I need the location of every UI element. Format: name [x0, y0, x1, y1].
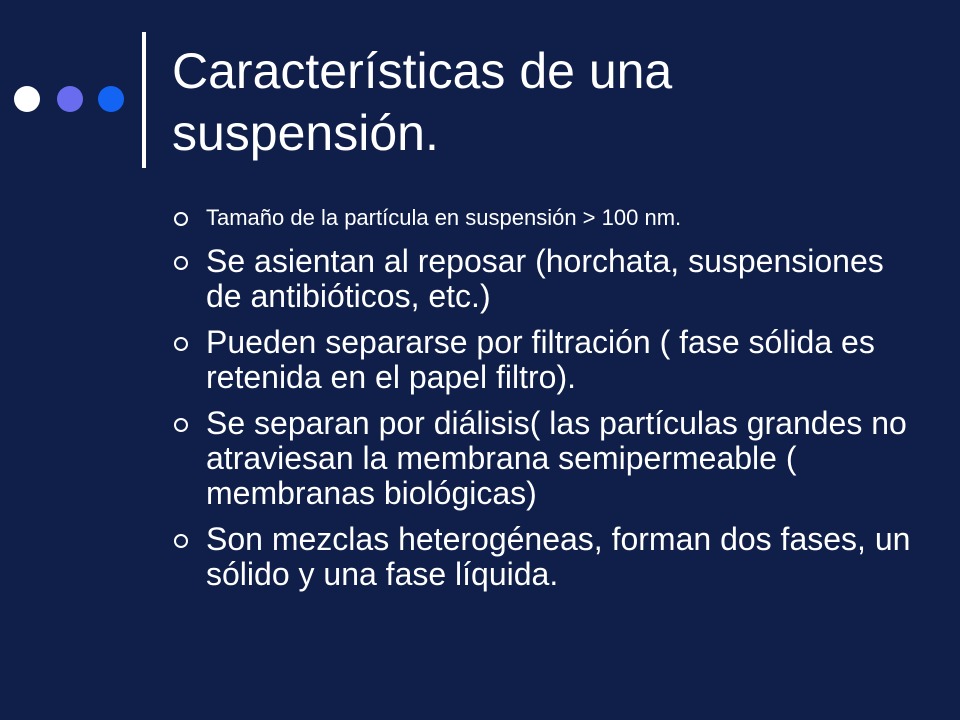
bullet-ring-icon — [174, 534, 188, 548]
bullet-item — [174, 325, 914, 395]
bullet-item — [174, 406, 914, 511]
violet-dot-icon — [57, 86, 83, 112]
bullet-ring-icon — [174, 418, 188, 432]
bullet-text: Se asientan al reposar (horchata, suspensiones de antibióticos, etc.) — [206, 243, 884, 314]
bullet-text: Son mezclas heterogéneas, forman dos fases, un sólido y una fase líquida. — [206, 521, 911, 592]
bullet-text: Se separan por diálisis( las partículas grandes no atraviesan la membrana semipermeable ( membranas biológicas) — [206, 405, 907, 511]
bullet-ring-icon — [174, 256, 188, 270]
bullet-list — [174, 198, 914, 603]
bullet-ring-icon — [174, 212, 188, 226]
bullet-item — [174, 244, 914, 314]
blue-dot-icon — [98, 86, 124, 112]
bullet-text: Tamaño de la partícula en suspensión > 100 nm. — [206, 205, 682, 230]
bullet-text: Pueden separarse por filtración ( fase sólida es retenida en el papel filtro). — [206, 324, 875, 395]
bullet-ring-icon — [174, 337, 188, 351]
slide-title: Características de una suspensión. — [172, 43, 673, 161]
title-divider — [142, 32, 146, 168]
bullet-item — [174, 522, 914, 592]
bullet-item — [174, 198, 914, 238]
white-dot-icon — [14, 86, 40, 112]
